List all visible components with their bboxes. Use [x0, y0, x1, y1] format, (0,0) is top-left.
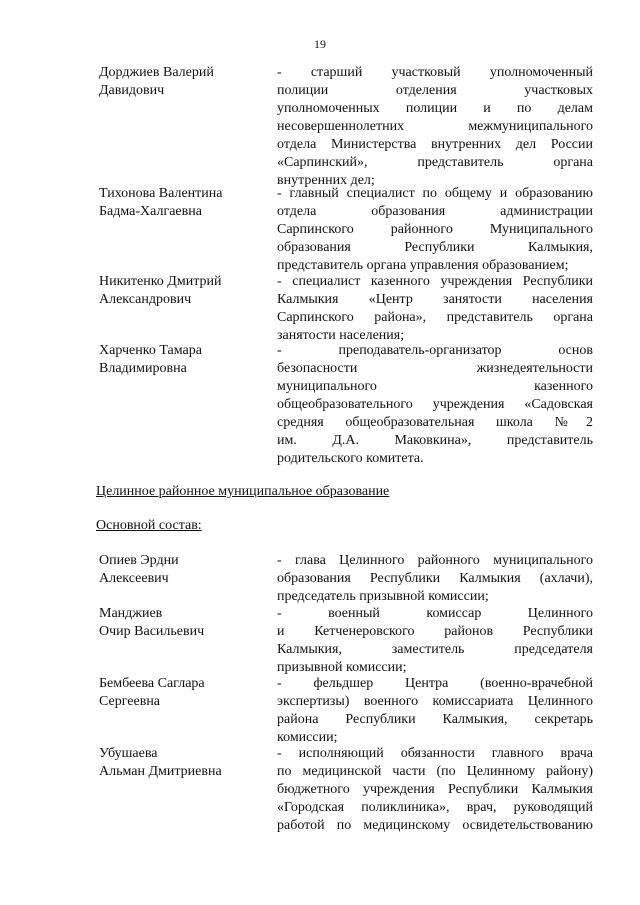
member-name-line: Алексеевич — [99, 571, 169, 586]
role-line: председатель призывной комиссии; — [277, 589, 489, 604]
role-line: образования Республики Калмыкия, — [277, 240, 593, 255]
member-role — [277, 342, 593, 468]
member-role — [277, 605, 593, 677]
role-line: - главный специалист по общему и образованию — [277, 186, 593, 201]
member-name-line: Никитенко Дмитрий — [99, 274, 222, 289]
role-line: - глава Целинного районного муниципального — [277, 553, 593, 568]
role-line: Сарпинского районного Муниципального — [277, 222, 593, 237]
role-line: Калмыкия, заместитель председателя — [277, 642, 593, 657]
role-line: «Городская поликлиника», врач, руководящий — [277, 800, 593, 815]
role-line: им. Д.А. Маковкина», представитель — [277, 433, 593, 448]
member-name-line: Альман Дмитриевна — [99, 764, 222, 779]
section-title: Целинное районное муниципальное образование — [96, 484, 390, 499]
member-name-line: Давидович — [99, 83, 165, 98]
member-name-line: Харченко Тамара — [99, 343, 202, 358]
role-line: района Республики Калмыкия, секретарь — [277, 712, 593, 727]
member-name-line: Убушаева — [99, 746, 158, 761]
role-line: призывной комиссии; — [277, 660, 407, 675]
role-line: - преподаватель-организатор основ — [277, 343, 593, 358]
role-line: полиции отделения участковых — [277, 83, 593, 98]
role-line: безопасности жизнедеятельности — [277, 361, 593, 376]
member-name — [99, 745, 269, 781]
role-line: средняя общеобразовательная школа №2 — [277, 415, 593, 430]
member-name — [99, 273, 269, 309]
member-name-line: Бембеева Саглара — [99, 676, 205, 691]
role-line: - старший участковый уполномоченный — [277, 65, 593, 80]
role-line: комиссии; — [277, 730, 338, 745]
subsection-title: Основной состав: — [96, 518, 202, 533]
member-name — [99, 342, 269, 378]
member-name-line: Очир Васильевич — [99, 624, 205, 639]
role-line: работой по медицинскому освидетельствованию — [277, 818, 593, 833]
member-name-line: Александрович — [99, 292, 192, 307]
member-role — [277, 745, 593, 835]
member-name — [99, 64, 269, 100]
role-line: - фельдшер Центра (военно-врачебной — [277, 676, 593, 691]
role-line: отдела Министерства внутренних дел России — [277, 137, 593, 152]
member-name-line: Сергеевна — [99, 694, 161, 709]
role-line: занятости населения; — [277, 328, 405, 343]
role-line: Сарпинского района», представитель органа — [277, 310, 593, 325]
member-role — [277, 675, 593, 747]
role-line: уполномоченных полиции и по делам — [277, 101, 593, 116]
role-line: внутренних дел; — [277, 173, 375, 188]
member-name — [99, 552, 269, 588]
role-line: - специалист казенного учреждения Республики — [277, 274, 593, 289]
role-line: отдела образования администрации — [277, 204, 593, 219]
member-role — [277, 64, 593, 190]
member-name-line: Манджиев — [99, 606, 163, 621]
member-name-line: Бадма-Халгаевна — [99, 204, 202, 219]
page-number: 19 — [314, 37, 326, 51]
role-line: бюджетного учреждения Республики Калмыкия — [277, 782, 593, 797]
role-line: общеобразовательного учреждения «Садовская — [277, 397, 593, 412]
role-line: - исполняющий обязанности главного врача — [277, 746, 593, 761]
member-role — [277, 552, 593, 606]
member-name-line: Владимировна — [99, 361, 187, 376]
role-line: экспертизы) военного комиссариата Целинного — [277, 694, 593, 709]
member-name-line: Тихонова Валентина — [99, 186, 223, 201]
member-name-line: Опиев Эрдни — [99, 553, 179, 568]
role-line: по медицинской части (по Целинному району) — [277, 764, 593, 779]
member-name — [99, 605, 269, 641]
role-line: «Сарпинский», представитель органа — [277, 155, 593, 170]
role-line: представитель органа управления образованием; — [277, 258, 569, 273]
member-role — [277, 185, 593, 275]
role-line: несовершеннолетних межмуниципального — [277, 119, 593, 134]
member-role — [277, 273, 593, 345]
role-line: родительского комитета. — [277, 451, 424, 466]
member-name — [99, 185, 269, 221]
role-line: - военный комиссар Целинного — [277, 606, 593, 621]
role-line: муниципального казенного — [277, 379, 593, 394]
member-name-line: Дорджиев Валерий — [99, 65, 214, 80]
role-line: образования Республики Калмыкия (ахлачи), — [277, 571, 593, 586]
role-line: и Кетченеровского районов Республики — [277, 624, 593, 639]
member-name — [99, 675, 269, 711]
role-line: Калмыкия «Центр занятости населения — [277, 292, 593, 307]
